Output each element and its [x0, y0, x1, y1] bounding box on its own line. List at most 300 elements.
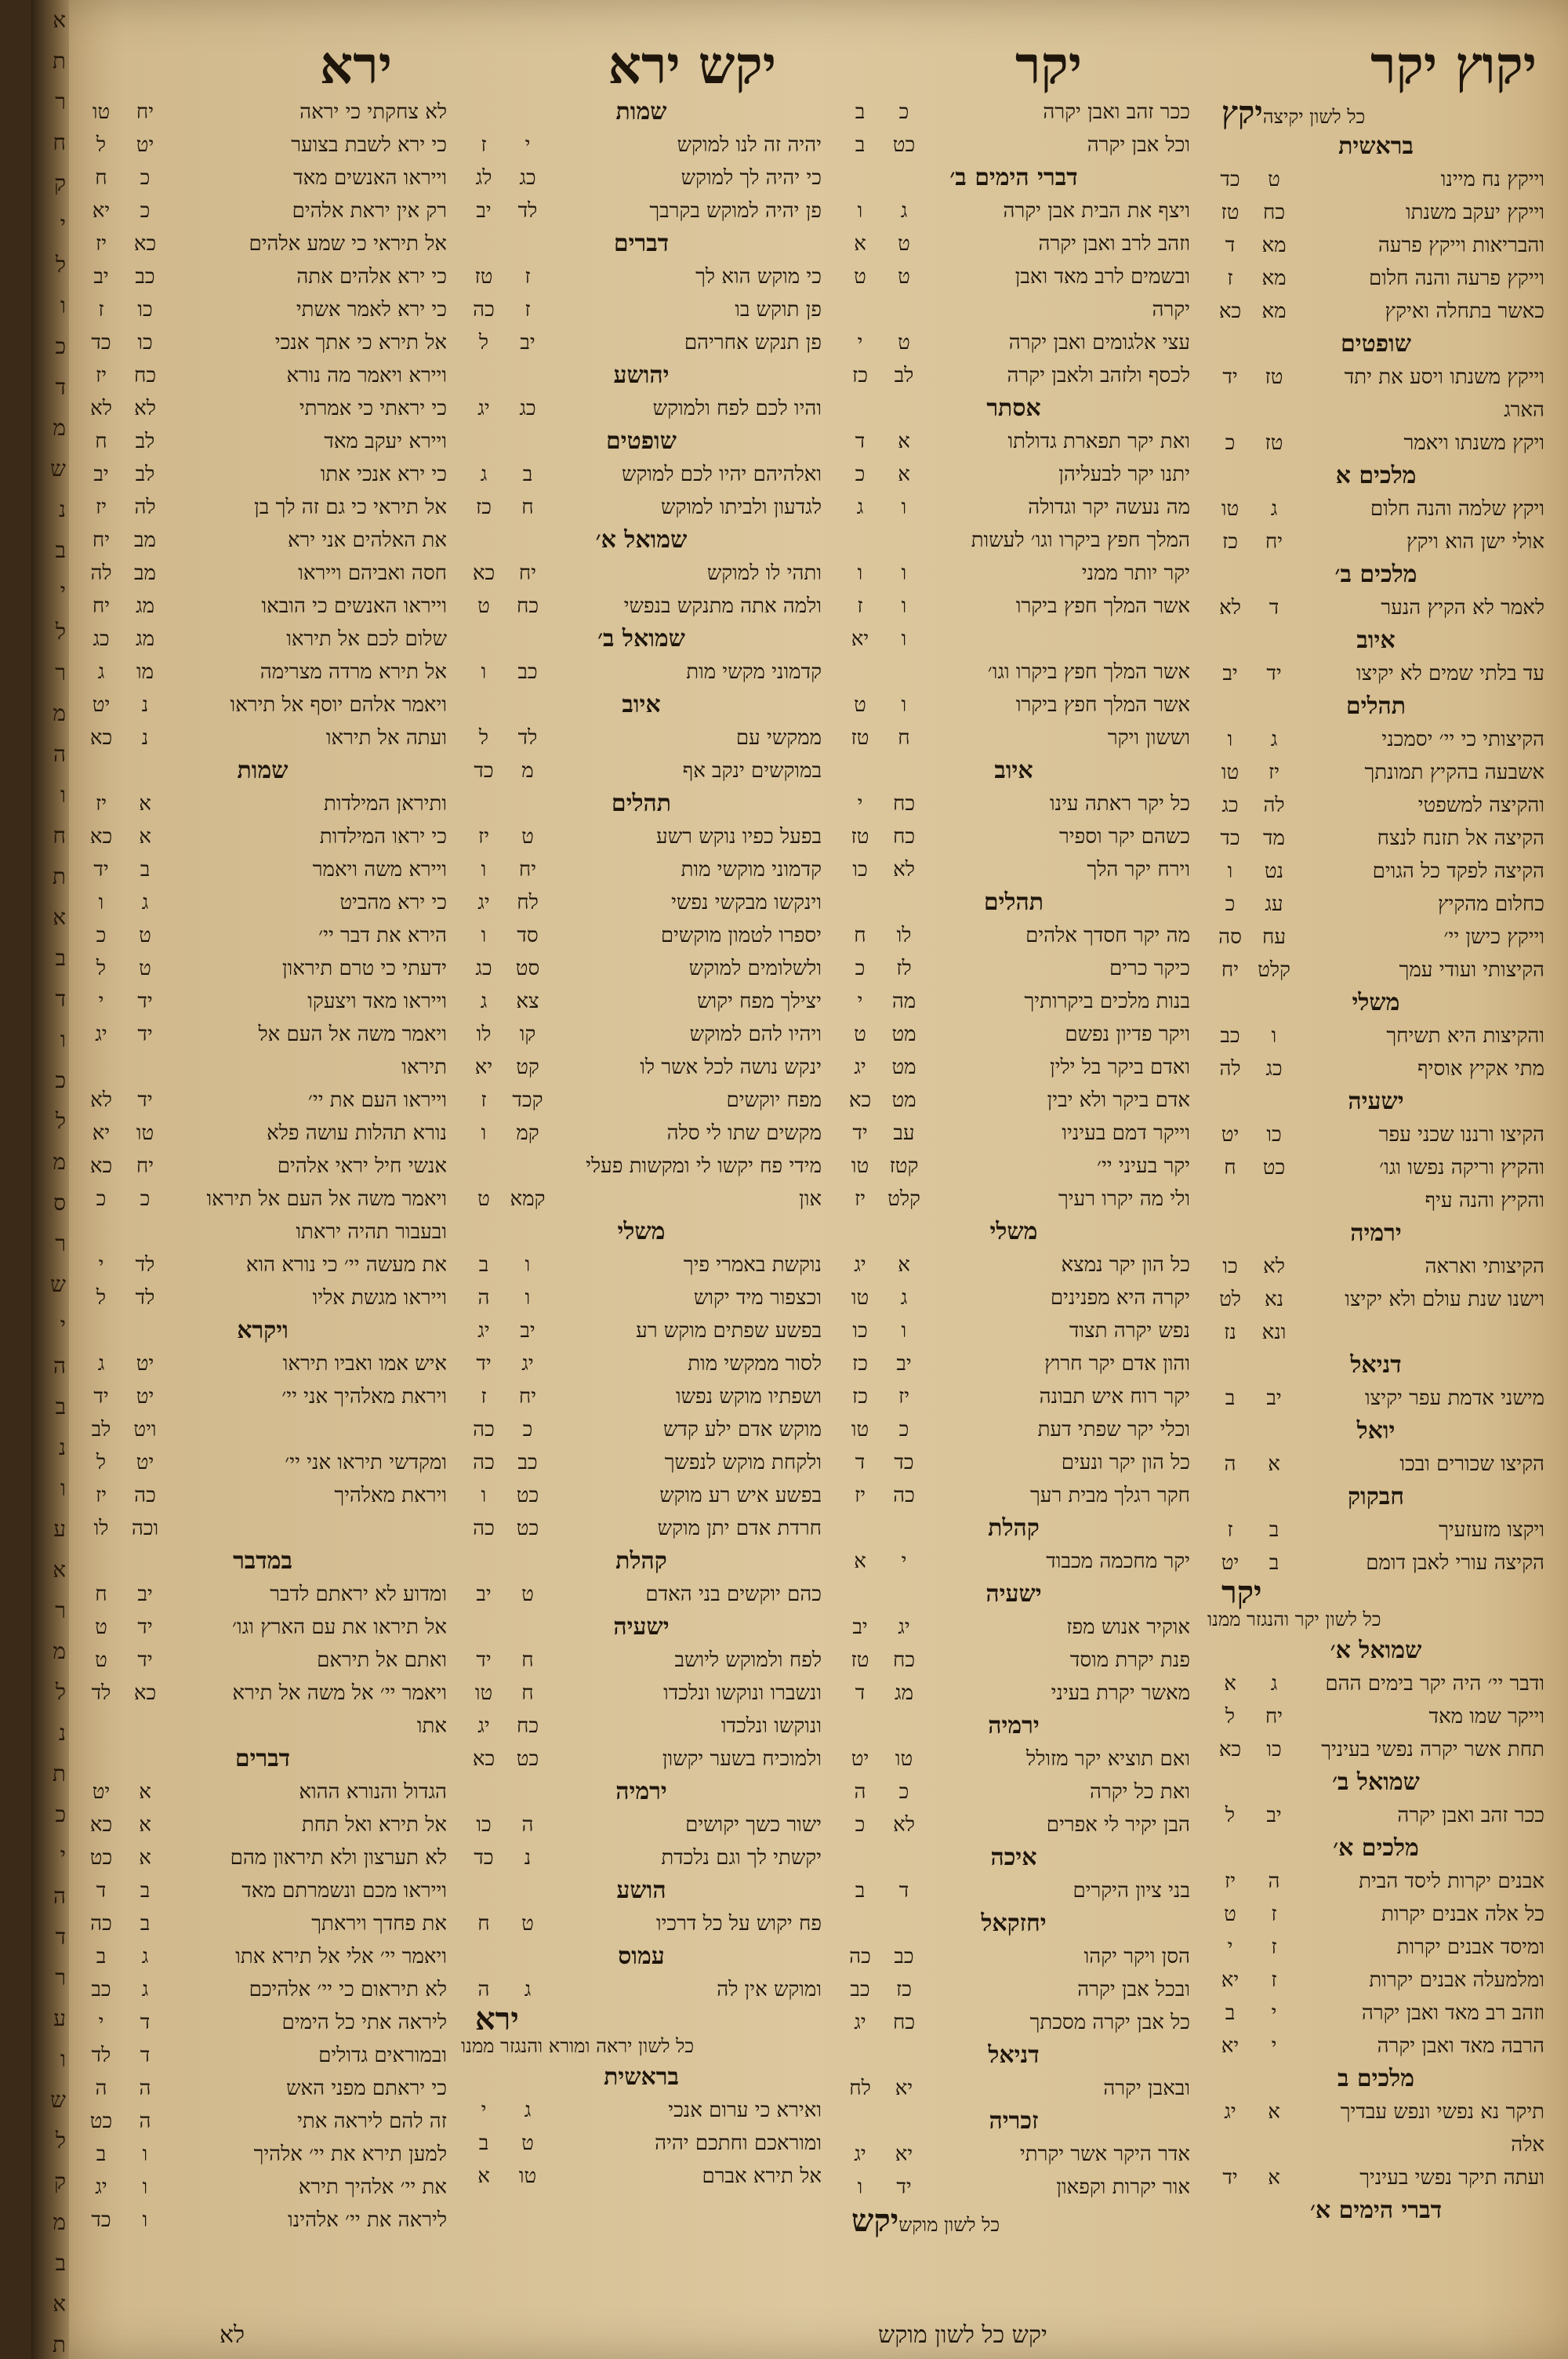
verse-number: כ	[855, 957, 866, 980]
verse-number: יד	[476, 1648, 492, 1672]
verse-text: ומוראכם וחתכם יהיה	[655, 2132, 822, 2155]
concordance-entry	[461, 754, 822, 787]
facing-page-fragment: ש	[50, 456, 66, 482]
verse-number: יח	[92, 594, 111, 618]
chapter-number: כח	[516, 1714, 539, 1738]
concordance-entry	[78, 1380, 447, 1413]
concordance-entry	[837, 1084, 1190, 1117]
concordance-entry	[78, 1150, 447, 1183]
chapter-number: לא	[134, 397, 156, 420]
concordance-entry	[1207, 1514, 1544, 1547]
verse-number: ח	[477, 1912, 490, 1936]
chapter-number: א	[1268, 2100, 1280, 2124]
chapter-number: ב	[140, 1879, 151, 1903]
verse-number: ג	[97, 660, 105, 684]
concordance-entry	[461, 1314, 822, 1347]
verse-number: יא	[851, 627, 869, 651]
verse-text: ומקדשי תיראו אני יי׳	[285, 1451, 447, 1474]
chapter-number: יט	[136, 1451, 154, 1474]
chapter-number: כח	[892, 792, 916, 816]
chapter-number: כא	[133, 232, 157, 256]
concordance-entry	[78, 623, 447, 656]
chapter-number: מ	[521, 759, 534, 783]
chapter-number: ט	[898, 331, 910, 354]
chapter-number: יב	[520, 331, 535, 354]
verse-number: ח	[1224, 1156, 1236, 1180]
verse-text: אדר היקר אשר יקרתי	[1019, 2143, 1190, 2166]
chapter-number: יב	[896, 1352, 912, 1376]
chapter-number: כט	[892, 133, 916, 157]
verse-number: יב	[1222, 662, 1238, 685]
book-heading: במדבר	[233, 1547, 292, 1575]
facing-page-fragment: י	[60, 1312, 66, 1338]
verse-number: יא	[474, 1056, 493, 1079]
concordance-entry	[461, 2127, 822, 2160]
verse-text: ויקצו מזעזעיך	[1439, 1518, 1544, 1542]
concordance-entry	[78, 1710, 447, 1743]
concordance-entry	[837, 1644, 1190, 1677]
verse-number: ל	[478, 726, 489, 750]
verse-number: ט	[854, 265, 866, 289]
verse-text: מה יקר חסדך אלהים	[1025, 924, 1190, 947]
book-heading: שופטים	[1341, 330, 1411, 358]
verse-number: ה	[477, 1978, 490, 2001]
verse-text: אל תיראו את עם הארץ וגו׳	[232, 1616, 447, 1639]
chapter-number: י	[1271, 2034, 1277, 2058]
verse-text: ותהי לו למוקש	[706, 562, 822, 585]
verse-text: ממקשי עם	[735, 726, 822, 750]
concordance-entry	[78, 1183, 447, 1216]
verse-text: ויירא ויאמר מה נורא	[286, 364, 447, 387]
concordance-entry	[1207, 1700, 1544, 1733]
concordance-entry	[837, 1150, 1190, 1183]
concordance-entry	[1207, 394, 1544, 427]
book-heading: ישעיה	[613, 1613, 670, 1641]
chapter-number: ז	[1271, 1968, 1277, 1992]
verse-text: אשר המלך חפץ ביקרו וגו׳	[987, 660, 1190, 684]
verse-number: לא	[90, 397, 112, 420]
chapter-number: יז	[898, 1385, 910, 1408]
verse-text: יצילך מפח יקוש	[697, 990, 822, 1013]
verse-text: כי ירא אלהים אתה	[296, 265, 447, 289]
column-yare	[78, 96, 447, 2237]
verse-number: כא	[472, 1747, 495, 1771]
header-word-4: ירא	[319, 35, 392, 96]
verse-text: ובכל אבן יקרה	[1077, 1978, 1190, 2001]
verse-text: ולמה אתה מתנקש בנפשי	[623, 594, 822, 618]
verse-number: כה	[849, 1945, 871, 1968]
chapter-number: יב	[520, 1319, 535, 1343]
facing-page-fragment: א	[53, 904, 66, 930]
verse-number: ל	[96, 133, 107, 157]
chapter-number: טו	[136, 1121, 154, 1145]
book-heading: שמואל א׳	[595, 526, 688, 554]
verse-text: אל תיראי כי שמע אלהים	[249, 232, 447, 256]
book-heading: דברים	[613, 230, 670, 257]
chapter-number: ו	[901, 627, 907, 651]
verse-text: אדם ביקר ולא יבין	[1047, 1089, 1190, 1112]
concordance-entry	[461, 293, 822, 326]
concordance-entry	[461, 458, 822, 491]
verse-number: ג	[856, 496, 864, 519]
chapter-number: מא	[1261, 234, 1287, 257]
root-section-heading	[1207, 1574, 1544, 1634]
verse-number: ד	[96, 1879, 107, 1903]
concordance-entry	[1207, 295, 1544, 328]
verse-number: א	[854, 232, 866, 256]
chapter-number: ח	[521, 1648, 534, 1672]
verse-number: כ	[1225, 431, 1236, 455]
facing-page-fragment: ת	[52, 48, 66, 74]
chapter-number: מב	[134, 529, 156, 552]
verse-number: יג	[854, 2011, 866, 2034]
verse-text: וייקר דמם בעיניו	[1062, 1121, 1190, 1145]
concordance-entry	[1207, 493, 1544, 525]
concordance-entry	[461, 1413, 822, 1446]
verse-number: י	[481, 2099, 487, 2122]
verse-text: ואתם אל תיראם	[317, 1648, 447, 1672]
verse-number: טז	[1221, 201, 1240, 224]
verse-number: יט	[92, 1780, 111, 1804]
concordance-entry	[78, 689, 447, 722]
verse-text: את האלהים אני ירא	[287, 529, 447, 552]
concordance-entry	[461, 1644, 822, 1677]
verse-text: אולי ישן הוא ויקץ	[1406, 530, 1544, 554]
verse-number: כא	[472, 562, 495, 585]
concordance-entry	[78, 656, 447, 689]
concordance-entry	[837, 952, 1190, 985]
chapter-number: לח	[517, 891, 539, 914]
verse-text: ולשלומים למוקש	[688, 957, 822, 980]
verse-number: כה	[473, 1517, 495, 1540]
concordance-entry	[78, 1479, 447, 1512]
facing-page-fragment: ע	[53, 2005, 66, 2031]
concordance-entry	[78, 2138, 447, 2171]
verse-text: ידעתי כי טרם תיראון	[281, 957, 447, 980]
chapter-number: קמא	[510, 1187, 546, 1211]
concordance-entry	[78, 590, 447, 623]
concordance-entry	[461, 1249, 822, 1281]
verse-number: ב	[96, 1945, 107, 1968]
verse-text: ויראת מאלהיך אני יי׳	[281, 1385, 447, 1408]
facing-page-fragment: ע	[53, 1516, 66, 1542]
book-heading: זכריה	[989, 2107, 1039, 2135]
verse-number: כו	[476, 1813, 492, 1837]
verse-text: אל תירא כי אתך אנכי	[274, 331, 447, 354]
concordance-entry	[461, 1183, 822, 1216]
concordance-entry	[78, 952, 447, 985]
chapter-number: לד	[517, 199, 538, 223]
book-heading: יהושע	[613, 362, 670, 389]
verse-text: את יי׳ אלהיך תירא	[298, 2175, 447, 2199]
verse-number: י	[857, 990, 863, 1013]
verse-number: כא	[89, 825, 113, 849]
verse-text: ולקחת מוקש לנפשך	[664, 1451, 822, 1474]
verse-number: טז	[474, 265, 493, 289]
concordance-entry	[78, 1216, 447, 1249]
facing-page-fragment: ח	[53, 129, 66, 155]
chapter-number: יח	[518, 858, 537, 881]
column-yakar	[837, 96, 1190, 2238]
concordance-entry	[78, 1512, 447, 1545]
chapter-number: מו	[136, 660, 154, 684]
chapter-number: ג	[1270, 497, 1278, 521]
chapter-number: ז	[1271, 1936, 1277, 1959]
verse-text: וייקץ נח מיינו	[1440, 168, 1544, 191]
verse-text: וייקץ פרעה והנה חלום	[1368, 267, 1544, 290]
concordance-entry	[837, 919, 1190, 952]
concordance-entry	[78, 129, 447, 162]
verse-text: חסה ואביהם וייראו	[298, 562, 447, 585]
verse-text: ינקש נושה לכל אשר לו	[640, 1056, 822, 1079]
book-heading: תהלים	[611, 790, 672, 817]
concordance-entry	[78, 359, 447, 392]
verse-text: וייראו העם את יי׳	[307, 1089, 447, 1112]
verse-number: ל	[96, 957, 107, 980]
chapter-number: כב	[135, 265, 155, 289]
verse-number: ה	[477, 1286, 490, 1310]
verse-number: סה	[1218, 925, 1242, 949]
chapter-number: ה	[139, 2110, 151, 2133]
concordance-entry	[837, 2171, 1190, 2204]
verse-text: ולי מה יקרו רעיך	[1058, 1187, 1190, 1211]
chapter-number: ה	[521, 1813, 534, 1837]
concordance-entry	[78, 1808, 447, 1841]
concordance-entry	[78, 260, 447, 293]
verse-number: יט	[92, 693, 111, 717]
verse-text: וייקץ משנתו ויסע את יתד	[1344, 365, 1544, 389]
verse-number: יז	[95, 364, 107, 387]
concordance-entry	[1207, 1020, 1544, 1052]
concordance-entry	[78, 1578, 447, 1611]
chapter-number: מד	[1263, 827, 1285, 850]
chapter-number: יג	[521, 1352, 534, 1376]
verse-text: פן תנקש אחריהם	[684, 331, 822, 354]
verse-text: יקרה היא מפנינים	[1050, 1286, 1190, 1310]
book-heading: קהלת	[988, 1514, 1040, 1542]
verse-text: קדמוני מוקשי מות	[681, 858, 822, 881]
chapter-number: קו	[519, 1023, 536, 1046]
chapter-number: יב	[1266, 1387, 1282, 1410]
chapter-number: יד	[137, 1023, 153, 1046]
verse-number: כד	[474, 759, 494, 783]
concordance-entry	[461, 1281, 822, 1314]
verse-number: יח	[92, 529, 111, 552]
verse-text: הקיצותי כי יי׳ יסמכני	[1381, 728, 1544, 751]
facing-page-fragment: א	[53, 7, 66, 33]
verse-text: ככר זהב ואבן יקרה	[1397, 1804, 1544, 1827]
verse-text: וישנו שנת עולם ולא יקיצו	[1345, 1288, 1544, 1311]
verse-number: כא	[89, 1154, 113, 1178]
concordance-entry	[461, 985, 822, 1018]
chapter-number: א	[1268, 1452, 1280, 1476]
verse-text: ושפתיו מוקש נפשו	[675, 1385, 822, 1408]
verse-text: נורא תהלות עושה פלא	[267, 1121, 447, 1145]
root-description: כל לשון מוקש	[898, 2214, 1000, 2236]
facing-page-fragment: מ	[53, 700, 66, 726]
concordance-entry	[1207, 1184, 1544, 1217]
verse-number: ו	[481, 1121, 487, 1145]
facing-page-fragment: ת	[52, 863, 66, 889]
chapter-number: כו	[1266, 1738, 1282, 1761]
verse-text: ועתה תיקר נפשי בעיניך	[1359, 2166, 1544, 2190]
verse-text: ויאמר אלהם יוסף אל תיראו	[230, 693, 447, 717]
verse-text: מידי פח יקשו לי ומקשות פעלי	[586, 1154, 822, 1178]
concordance-entry	[1207, 789, 1544, 822]
verse-text: ואם תוציא יקר מזולל	[1026, 1747, 1190, 1771]
verse-text: הגדול והנורא ההוא	[299, 1780, 447, 1804]
concordance-entry	[1207, 525, 1544, 558]
verse-text: מוקש אדם ילע קדש	[662, 1418, 822, 1441]
chapter-number: טז	[1265, 431, 1283, 455]
chapter-number: יב	[1266, 1804, 1282, 1827]
verse-text: ואדם ביקר בל ילין	[1050, 1056, 1190, 1079]
verse-text: כי ירא לשבת בצוער	[291, 133, 447, 157]
book-heading: ישעיה	[1348, 1088, 1404, 1115]
verse-number: י	[98, 1253, 104, 1277]
verse-number: ז	[857, 594, 863, 618]
concordance-entry	[461, 2160, 822, 2193]
verse-text: והקיץ והנה עיף	[1425, 1189, 1544, 1212]
verse-text: יהיה זה לנו למוקש	[677, 133, 822, 157]
verse-text: ומדוע לא יראתם לדבר	[270, 1583, 447, 1606]
facing-page-fragment: ד	[55, 1924, 66, 1950]
verse-text: ויראת מאלהיך	[334, 1484, 447, 1507]
verse-text: לגדעון ולביתו למוקש	[661, 496, 822, 519]
concordance-entry	[461, 326, 822, 359]
verse-number: לו	[476, 1023, 492, 1046]
verse-text: בנות מלכים ביקרותיך	[1024, 990, 1190, 1013]
concordance-entry	[78, 1249, 447, 1281]
concordance-entry	[837, 820, 1190, 853]
concordance-entry	[78, 1051, 447, 1084]
verse-number: לא	[1219, 596, 1241, 620]
chapter-number: כב	[517, 660, 538, 684]
concordance-entry	[837, 1776, 1190, 1808]
verse-text: כל אלה אבנים יקרות	[1381, 1903, 1544, 1926]
verse-number: טו	[851, 1418, 869, 1441]
concordance-entry	[1207, 2128, 1544, 2161]
facing-page-fragment: י	[60, 578, 66, 604]
verse-text: בפשע שפתים מוקש רע	[636, 1319, 822, 1343]
verse-text: מתי אקיץ אוסיף	[1417, 1057, 1544, 1081]
concordance-entry	[461, 491, 822, 524]
chapter-number: יח	[136, 1154, 154, 1178]
verse-number: טז	[851, 1648, 869, 1672]
concordance-entry	[461, 919, 822, 952]
verse-number: יג	[477, 1319, 490, 1343]
chapter-number: ב	[140, 1912, 151, 1936]
concordance-entry	[78, 2072, 447, 2105]
verse-text: מקשים שתו לי סלה	[666, 1121, 822, 1145]
chapter-number: ג	[141, 1945, 149, 1968]
verse-text: בני ציון היקרים	[1073, 1879, 1190, 1903]
concordance-entry	[461, 820, 822, 853]
concordance-entry	[1207, 2030, 1544, 2063]
verse-number: כה	[473, 1418, 495, 1441]
verse-text: ונוקשו ונלכדו	[720, 1714, 822, 1738]
facing-page-fragment: ר	[55, 1230, 66, 1256]
book-heading: איוב	[1356, 627, 1396, 654]
book-heading: ירמיה	[988, 1712, 1040, 1739]
facing-page-fragment: ד	[55, 374, 66, 400]
verse-number: יז	[95, 232, 107, 256]
verse-number: יד	[1222, 365, 1238, 389]
chapter-number: ו	[524, 1253, 531, 1277]
verse-number: ל	[96, 1286, 107, 1310]
concordance-entry	[837, 1874, 1190, 1907]
concordance-entry	[1207, 361, 1544, 394]
verse-number: ה	[1224, 1452, 1236, 1476]
verse-text: הקיצו שכורים ובכו	[1399, 1452, 1544, 1476]
verse-text: כי יראתי כי אמרתי	[299, 397, 447, 420]
book-heading: תהלים	[1345, 692, 1406, 720]
chapter-number: כח	[516, 594, 539, 618]
chapter-number: טז	[1265, 365, 1283, 389]
facing-page-fragment: מ	[53, 2209, 66, 2235]
verse-text: זה להם ליראה אתי	[297, 2110, 447, 2133]
verse-number: ט	[95, 1648, 107, 1672]
concordance-entry	[837, 1446, 1190, 1479]
concordance-entry	[461, 1677, 822, 1710]
verse-number: לט	[1219, 1288, 1241, 1311]
root-section-heading	[461, 2001, 822, 2061]
concordance-entry	[461, 1051, 822, 1084]
verse-text: חרדת אדם יתן מוקש	[657, 1517, 822, 1540]
concordance-entry	[1207, 1733, 1544, 1766]
verse-text: קדמוני מקשי מות	[686, 660, 822, 684]
root-description: כל לשון יקר והנגזר ממנו	[1207, 1608, 1381, 1630]
book-heading: שמות	[615, 98, 667, 125]
verse-number: לד	[91, 2044, 111, 2067]
verse-text: ויירא משה ויאמר	[312, 858, 447, 881]
chapter-number: מה	[891, 990, 916, 1013]
verse-text: ויאמר משה אל העם אל	[258, 1023, 447, 1046]
chapter-number: עג	[1265, 892, 1283, 916]
verse-number: י	[857, 331, 863, 354]
verse-text: הקיצה לפקד כל הגוים	[1372, 860, 1544, 883]
concordance-entry	[1207, 229, 1544, 262]
concordance-entry	[461, 1907, 822, 1940]
verse-number: כב	[1220, 1024, 1240, 1048]
verse-text: יקר יותר ממני	[1081, 562, 1190, 585]
verse-number: ו	[481, 924, 487, 947]
verse-number: כו	[852, 858, 868, 881]
concordance-entry	[78, 1084, 447, 1117]
verse-number: כד	[91, 2208, 111, 2232]
chapter-number: א	[898, 430, 910, 453]
book-heading: בראשית	[1338, 133, 1414, 160]
chapter-number: יח	[518, 562, 537, 585]
chapter-number: ז	[524, 265, 531, 289]
verse-text: לפח ולמוקש ליושב	[674, 1648, 822, 1672]
verse-text: יספרו לטמון מוקשים	[660, 924, 822, 947]
verse-text: וייקץ כישן יי׳	[1443, 925, 1544, 949]
verse-number: כה	[473, 1451, 495, 1474]
verse-text: איש אמו ואביו תיראו	[282, 1352, 447, 1376]
chapter-number: יט	[136, 133, 154, 157]
chapter-number: קטז	[889, 1154, 919, 1178]
verse-text: אתו	[416, 1714, 447, 1738]
chapter-number: כה	[893, 1484, 915, 1507]
verse-text: כי יראו המילדות	[319, 825, 447, 849]
chapter-number: ט	[521, 825, 534, 849]
verse-number: יג	[95, 2175, 107, 2199]
verse-number: ח	[854, 924, 866, 947]
verse-number: א	[1224, 1672, 1236, 1696]
facing-page-fragment: ו	[60, 1027, 66, 1052]
facing-page-fragment: י	[60, 1842, 66, 1868]
